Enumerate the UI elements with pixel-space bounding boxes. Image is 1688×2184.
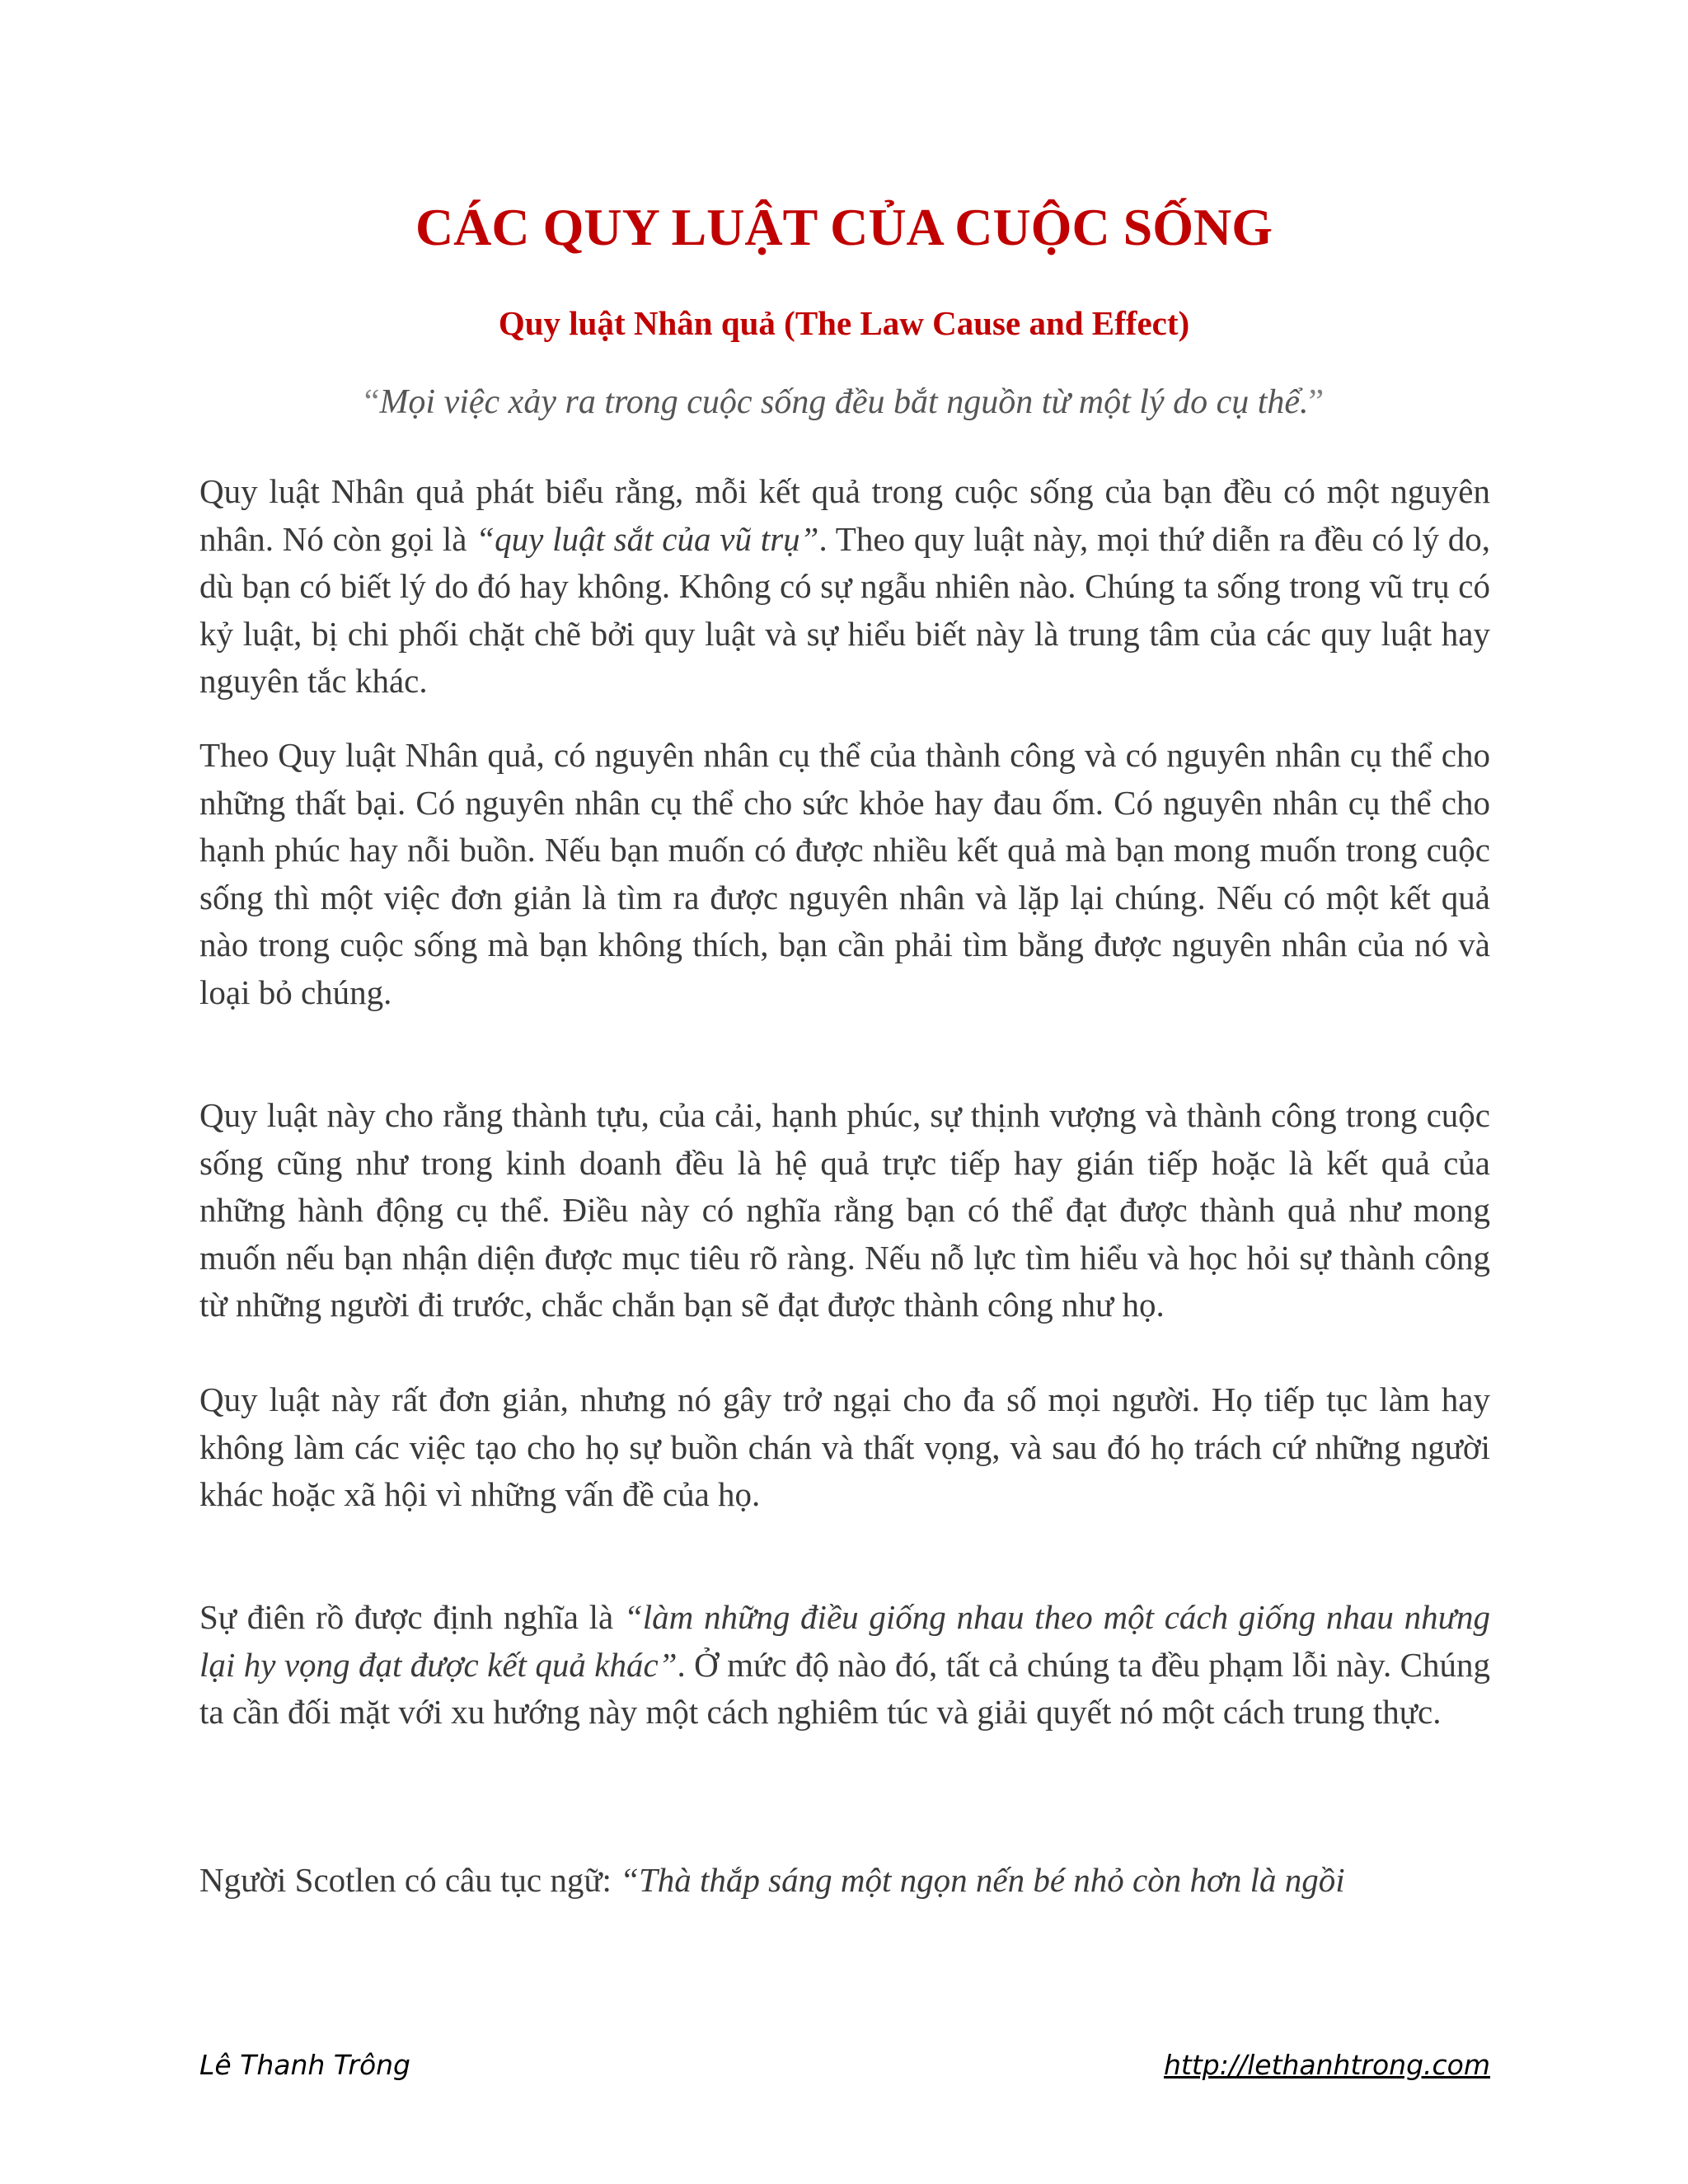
paragraph-2: Theo Quy luật Nhân quả, có nguyên nhân cụ thể của thành công và có nguyên nhân cụ thể cho những thất bại. Có nguyên nhân cụ thể cho sức khỏe hay đau ốm. Có nguyên nhân cụ thể cho hạnh phúc hay nỗi buồn. Nếu bạn muốn có được nhiều kết quả mà bạn mong muốn trong cuộc sống thì một việc đơn giản là tìm ra được nguyên nhân và lặp lại chúng. Nếu có một kết quả nào trong cuộc sống mà bạn không thích, bạn cần phải tìm bằng được nguyên nhân của nó và loại bỏ chúng.: [199, 736, 1490, 1011]
footer-website-link[interactable]: http://lethanhtrong.com: [1164, 2049, 1490, 2081]
paragraph-6: [199, 1857, 1490, 1905]
paragraph-5-text-a: Sự điên rồ được định nghĩa là: [199, 1598, 624, 1636]
quote-open-mark: “: [363, 383, 380, 421]
paragraph-5-text-b: . Ở mức độ nào đó, tất cả chúng ta đều phạm lỗi này. Chúng ta cần đối mặt với xu hướng này một cách nghiêm túc và giải quyết nó một cách trung thực.: [199, 1645, 1490, 1731]
paragraph-6-emphasis: “Thà thắp sáng một ngọn nến bé nhỏ còn hơn là ngồi: [620, 1861, 1345, 1899]
paragraph-5-emphasis: “làm những điều giống nhau theo một cách giống nhau nhưng lại hy vọng đạt được kết quả khác”: [199, 1598, 1490, 1684]
epigraph-quote: [0, 379, 1688, 425]
document-title: CÁC QUY LUẬT CỦA CUỘC SỐNG: [415, 198, 1273, 256]
section-subtitle: Quy luật Nhân quả (The Law Cause and Effect): [498, 304, 1190, 342]
paragraph-4: Quy luật này rất đơn giản, nhưng nó gây trở ngại cho đa số mọi người. Họ tiếp tục làm hay không làm các việc tạo cho họ sự buồn chán và thất vọng, và sau đó họ trách cứ những người khác hoặc xã hội vì những vấn đề của họ.: [199, 1380, 1490, 1513]
quote-close-mark: ”: [1308, 383, 1325, 421]
paragraph-1-emphasis: “quy luật sắt của vũ trụ”: [476, 519, 819, 558]
paragraph-1-text-b: . Theo quy luật này, mọi thứ diễn ra đều có lý do, dù bạn có biết lý do đó hay không. Không có sự ngẫu nhiên nào. Chúng ta sống trong vũ trụ có kỷ luật, bị chi phối chặt chẽ bởi quy luật và sự hiểu biết này là trung tâm của các quy luật hay nguyên tắc khác.: [199, 519, 1491, 700]
paragraph-3: Quy luật này cho rằng thành tựu, của cải, hạnh phúc, sự thịnh vượng và thành công trong cuộc sống cũng như trong kinh doanh đều là hệ quả trực tiếp hay gián tiếp hoặc là kết quả của những hành động cụ thể. Điều này có nghĩa rằng bạn có thể đạt được thành quả như mong muốn nếu bạn nhận diện được mục tiêu rõ ràng. Nếu nỗ lực tìm hiểu và học hỏi sự thành công từ những người đi trước, chắc chắn bạn sẽ đạt được thành công như họ.: [199, 1096, 1490, 1324]
paragraph-1: [199, 468, 1490, 705]
paragraph-1-text-a: Quy luật Nhân quả phát biểu rằng, mỗi kết quả trong cuộc sống của bạn đều có một nguyên nhân. Nó còn gọi là: [199, 472, 1490, 558]
footer-author: Lê Thanh Trông: [199, 2049, 411, 2081]
paragraph-5: [199, 1594, 1490, 1736]
quote-text: Mọi việc xảy ra trong cuộc sống đều bắt nguồn từ một lý do cụ thể.: [379, 383, 1309, 421]
paragraph-6-text-a: Người Scotlen có câu tục ngữ:: [199, 1861, 621, 1899]
